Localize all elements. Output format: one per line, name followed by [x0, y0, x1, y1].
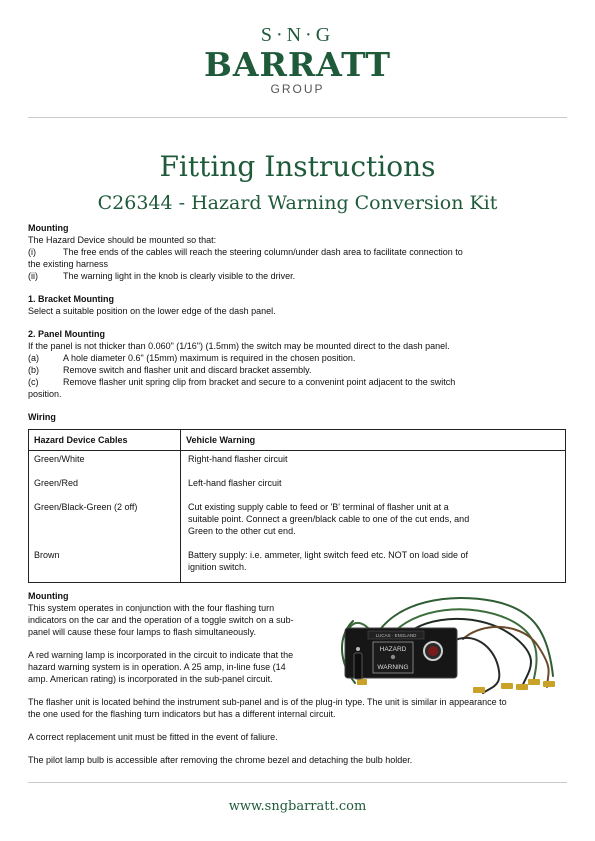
- cable-name: Green/Red: [34, 478, 79, 488]
- toggle-switch: [354, 653, 362, 679]
- mounting-intro: The Hazard Device should be mounted so that:: [28, 235, 217, 245]
- footer-divider: [28, 782, 567, 783]
- warning-text: Battery supply: i.e. ammeter, light switch feed etc. NOT on load side of: [188, 550, 468, 560]
- para-line: This system operates in conjunction with the four flashing turn: [28, 603, 275, 613]
- list-text: A hole diameter 0.6" (15mm) maximum is required in the chosen position.: [63, 353, 356, 363]
- table-row: [29, 451, 566, 583]
- warning-text: Left-hand flasher circuit: [188, 478, 282, 488]
- logo-barratt: BARRATT: [203, 45, 392, 84]
- bracket-text: Select a suitable position on the lower edge of the dash panel.: [28, 306, 276, 316]
- company-logo: [0, 24, 595, 96]
- logo-group: GROUP: [270, 82, 325, 96]
- panel-label-warning: WARNING: [377, 664, 409, 671]
- panel-label-top: LUCAS · ENGLAND: [375, 633, 417, 638]
- para-line: indicators on the car and the operation of a toggle switch on a sub-: [28, 615, 294, 625]
- para-line: the one used for the flashing turn indicators but has a different internal circuit.: [28, 709, 336, 719]
- list-text: The warning light in the knob is clearly visible to the driver.: [63, 271, 296, 281]
- list-item: [28, 364, 568, 376]
- list-num: (ii): [28, 271, 38, 281]
- table-header-row: [29, 430, 566, 451]
- para-line: hazard warning system is in operation. A 25 amp, in-line fuse (14: [28, 662, 286, 672]
- list-item: [28, 352, 568, 364]
- panel-heading: 2. Panel Mounting: [28, 329, 106, 339]
- hazard-switch-photo: [333, 591, 565, 701]
- warning-text: Right-hand flasher circuit: [188, 454, 288, 464]
- para-line: A correct replacement unit must be fitted in the event of faliure.: [28, 732, 278, 742]
- page-title: Fitting Instructions: [159, 150, 436, 183]
- cable-name: Green/Black-Green (2 off): [34, 502, 138, 512]
- list-item: [28, 270, 568, 282]
- logo-sng: S·N·G: [260, 24, 335, 46]
- list-num: (a): [28, 353, 39, 363]
- table-cell-warning: [181, 451, 566, 583]
- para-line: panel will cause these four lamps to flash simultaneously.: [28, 627, 256, 637]
- para-line: The pilot lamp bulb is accessible after removing the chrome bezel and detaching the bulb holder.: [28, 755, 413, 765]
- list-num: (c): [28, 377, 39, 387]
- para-line: The flasher unit is located behind the instrument sub-panel and is of the plug-in type. The unit is similar in appearance to: [28, 697, 507, 707]
- list-num: (b): [28, 365, 39, 375]
- footer-url[interactable]: www.sngbarratt.com: [228, 799, 367, 814]
- warning-text: Green to the other cut end.: [188, 526, 296, 536]
- list-text: Remove flasher unit spring clip from bracket and secure to a convenint point adjacent to the switch: [63, 377, 456, 387]
- mounting-heading: Mounting: [28, 223, 69, 233]
- cable-name: Brown: [34, 550, 60, 560]
- wiring-heading: Wiring: [28, 412, 56, 422]
- column-header: Vehicle Warning: [181, 430, 566, 451]
- list-item: [28, 376, 568, 388]
- mounting2-heading: Mounting: [28, 591, 69, 601]
- para-line: amp. American rating) is incorporated in the sub-panel circuit.: [28, 674, 273, 684]
- list-cont: position.: [28, 389, 62, 399]
- panel-intro: If the panel is not thicker than 0.060" (1/16") (1.5mm) the switch may be mounted direct to the dash panel.: [28, 341, 450, 351]
- list-num: (i): [28, 247, 36, 257]
- column-header: Hazard Device Cables: [29, 430, 181, 451]
- warning-text: ignition switch.: [188, 562, 247, 572]
- header-divider: [28, 117, 567, 118]
- list-cont: the existing harness: [28, 259, 109, 269]
- para-line: A red warning lamp is incorporated in the circuit to indicate that the: [28, 650, 294, 660]
- instructions-top: [28, 222, 568, 423]
- list-item: [28, 246, 568, 258]
- page-subtitle: C26344 - Hazard Warning Conversion Kit: [97, 192, 498, 214]
- warning-text: suitable point. Connect a green/black cable to one of the cut ends, and: [188, 514, 470, 524]
- warning-text: Cut existing supply cable to feed or 'B' terminal of flasher unit at a: [188, 502, 449, 512]
- table-cell-cables: [29, 451, 181, 583]
- bracket-heading: 1. Bracket Mounting: [28, 294, 115, 304]
- cable-name: Green/White: [34, 454, 85, 464]
- wiring-table: [28, 429, 566, 583]
- list-text: Remove switch and flasher unit and discard bracket assembly.: [63, 365, 312, 375]
- panel-label-hazard: HAZARD: [379, 646, 407, 653]
- list-text: The free ends of the cables will reach the steering column/under dash area to facilitate connection to: [63, 247, 463, 257]
